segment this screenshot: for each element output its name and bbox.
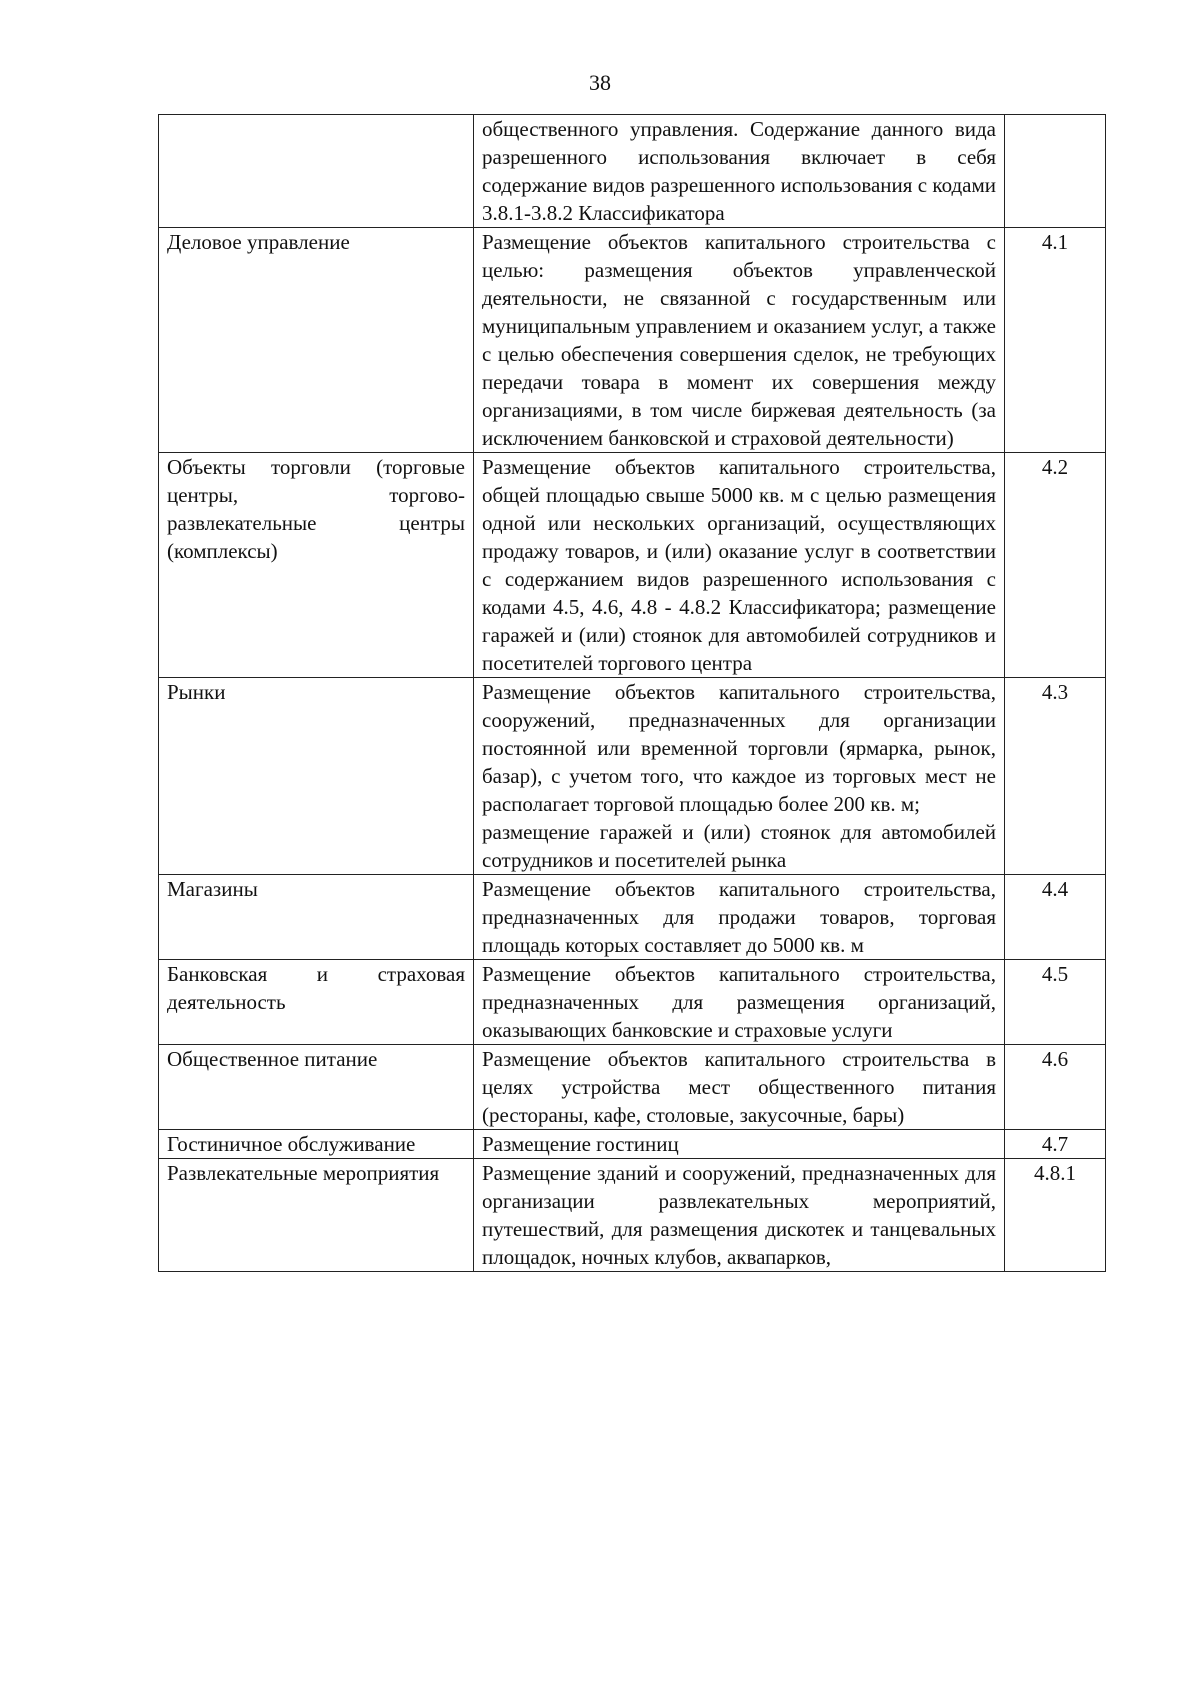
use-type-name: Магазины	[159, 875, 474, 960]
use-type-description: Размещение объектов капитального строительства, предназначенных для размещения организаций, оказывающих банковские и страховые услуги	[474, 960, 1005, 1045]
use-type-description: Размещение объектов капитального строительства с целью: размещения объектов управленческой деятельности, не связанной с государственным или муниципальным управлением и оказанием услуг, а также с целью обеспечения совершения сделок, не требующих передачи товара в момент их совершения между организациями, в том числе биржевая деятельность (за исключением банковской и страховой деятельности)	[474, 228, 1005, 453]
land-use-table	[158, 114, 1106, 1272]
use-type-name	[159, 115, 474, 228]
use-type-name: Рынки	[159, 678, 474, 875]
use-type-code: 4.2	[1005, 453, 1106, 678]
table-row	[159, 115, 1106, 228]
use-type-code: 4.7	[1005, 1130, 1106, 1159]
use-type-description: Размещение объектов капитального строительства, предназначенных для продажи товаров, торговая площадь которых составляет до 5000 кв. м	[474, 875, 1005, 960]
use-type-name: Гостиничное обслуживание	[159, 1130, 474, 1159]
table-row	[159, 678, 1106, 875]
table-row	[159, 1130, 1106, 1159]
use-type-description: Размещение зданий и сооружений, предназначенных для организации развлекательных мероприятий, путешествий, для размещения дискотек и танцевальных площадок, ночных клубов, аквапарков,	[474, 1159, 1005, 1272]
use-type-code: 4.1	[1005, 228, 1106, 453]
use-type-code: 4.6	[1005, 1045, 1106, 1130]
use-type-code: 4.4	[1005, 875, 1106, 960]
use-type-code: 4.5	[1005, 960, 1106, 1045]
use-type-name: Объекты торговли (торговые центры, торгово-развлекательные центры (комплексы)	[159, 453, 474, 678]
use-type-name: Деловое управление	[159, 228, 474, 453]
page-number: 38	[589, 70, 611, 95]
table-row	[159, 960, 1106, 1045]
use-type-code: 4.8.1	[1005, 1159, 1106, 1272]
description-paragraph: размещение гаражей и (или) стоянок для автомобилей сотрудников и посетителей рынка	[482, 820, 996, 872]
use-type-code	[1005, 115, 1106, 228]
table-row	[159, 228, 1106, 453]
use-type-name: Общественное питание	[159, 1045, 474, 1130]
table-row	[159, 453, 1106, 678]
use-type-description: Размещение объектов капитального строительства, общей площадью свыше 5000 кв. м с целью размещения одной или нескольких организаций, осуществляющих продажу товаров, и (или) оказание услуг в соответствии с содержанием видов разрешенного использования с кодами 4.5, 4.6, 4.8 - 4.8.2 Классификатора; размещение гаражей и (или) стоянок для автомобилей сотрудников и посетителей торгового центра	[474, 453, 1005, 678]
use-type-description	[474, 678, 1005, 875]
table-row	[159, 875, 1106, 960]
table-row	[159, 1045, 1106, 1130]
use-type-description: Размещение объектов капитального строительства в целях устройства мест общественного питания (рестораны, кафе, столовые, закусочные, бары)	[474, 1045, 1005, 1130]
use-type-name: Развлекательные мероприятия	[159, 1159, 474, 1272]
description-paragraph: Размещение объектов капитального строительства, сооружений, предназначенных для организации постоянной или временной торговли (ярмарка, рынок, базар), с учетом того, что каждое из торговых мест не располагает торговой площадью более 200 кв. м;	[482, 680, 996, 816]
use-type-name: Банковская и страховая деятельность	[159, 960, 474, 1045]
use-type-description: общественного управления. Содержание данного вида разрешенного использования включает в себя содержание видов разрешенного использования с кодами 3.8.1-3.8.2 Классификатора	[474, 115, 1005, 228]
use-type-code: 4.3	[1005, 678, 1106, 875]
table-row	[159, 1159, 1106, 1272]
use-type-description: Размещение гостиниц	[474, 1130, 1005, 1159]
